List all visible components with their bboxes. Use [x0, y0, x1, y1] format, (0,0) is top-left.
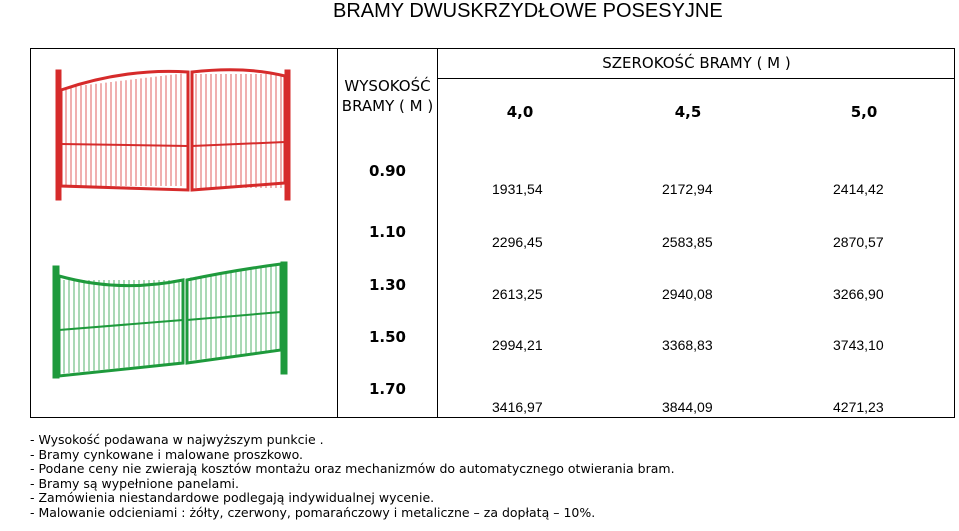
- price-cell: 3416,97: [492, 399, 543, 415]
- gate-images: [30, 48, 338, 418]
- table-divider: [437, 48, 438, 418]
- width-col-2: 4,5: [674, 102, 702, 121]
- note-line: - Zamówienia niestandardowe podlegają indywidualnej wycenie.: [30, 490, 435, 506]
- price-cell: 2870,57: [833, 234, 884, 250]
- width-col-1: 4,0: [506, 102, 534, 121]
- price-cell: 2296,45: [492, 234, 543, 250]
- note-line: - Bramy są wypełnione panelami.: [30, 475, 239, 491]
- notes-list: [30, 433, 675, 521]
- note-line: - Wysokość podawana w najwyższym punkcie .: [30, 432, 324, 447]
- price-cell: 3743,10: [833, 337, 884, 353]
- width-header: SZEROKOŚĆ BRAMY ( M ): [437, 48, 955, 79]
- height-cell: 1.50: [368, 328, 406, 346]
- price-cell: 2414,42: [833, 181, 884, 197]
- green-gate: [53, 262, 287, 378]
- height-cell: 1.10: [368, 223, 406, 241]
- price-cell: 2940,08: [662, 286, 713, 302]
- price-cell: 4271,23: [833, 399, 884, 415]
- price-cell: 3844,09: [662, 399, 713, 415]
- note-line: - Malowanie odcieniami : żółty, czerwony, pomarańczowy i metaliczne – za dopłatą – 10%.: [30, 504, 596, 520]
- price-cell: 2613,25: [492, 286, 543, 302]
- height-cell: 0.90: [368, 162, 406, 180]
- price-cell: 2994,21: [492, 337, 543, 353]
- price-cell: 1931,54: [492, 181, 543, 197]
- price-cell: 3368,83: [662, 337, 713, 353]
- note-line: - Podane ceny nie zwierają kosztów montażu oraz mechanizmów do automatycznego otwierania bram.: [30, 461, 675, 477]
- height-cell: 1.70: [368, 380, 406, 398]
- note-line: - Bramy cynkowane i malowane proszkowo.: [30, 446, 303, 462]
- price-cell: 2172,94: [662, 181, 713, 197]
- height-cell: 1.30: [368, 276, 406, 294]
- width-col-3: 5,0: [850, 102, 878, 121]
- price-cell: 2583,85: [662, 234, 713, 250]
- price-cell: 3266,90: [833, 286, 884, 302]
- height-header: WYSOKOŚĆ BRAMY ( M ): [341, 77, 434, 115]
- green-gate-image: [30, 48, 338, 418]
- page-title: BRAMY DWUSKRZYDŁOWE POSESYJNE: [333, 0, 723, 22]
